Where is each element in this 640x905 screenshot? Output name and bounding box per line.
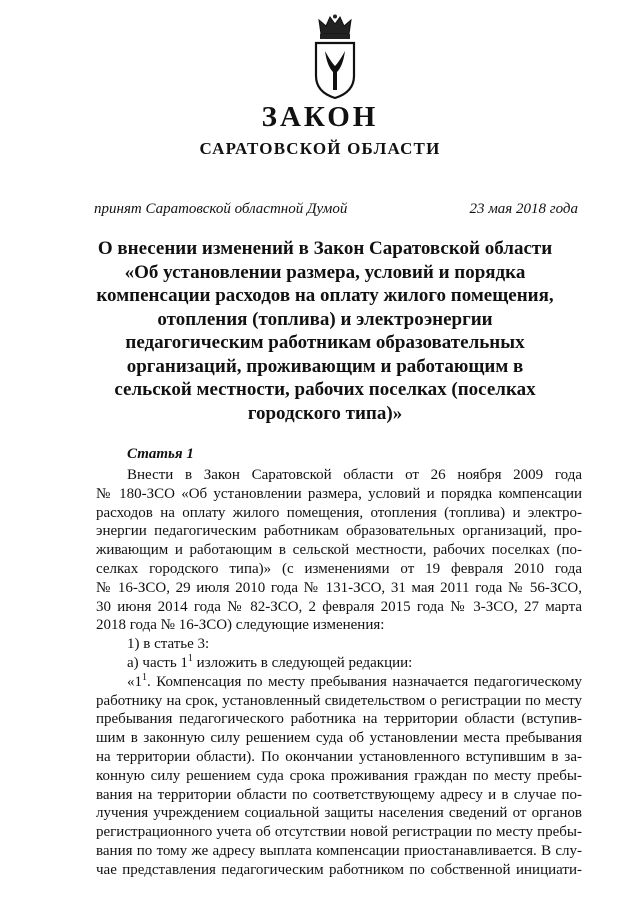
law-heading-line: компенсации расходов на оплату жилого помещения, bbox=[96, 285, 554, 306]
document-title: ЗАКОН bbox=[261, 101, 379, 133]
law-heading-line: сельской местности, рабочих поселках (поселках bbox=[114, 379, 536, 400]
law-heading-line: отопления (топлива) и электроэнергии bbox=[157, 308, 493, 330]
body-line: а) часть $1^1$ изложить в следующей редакции: bbox=[127, 652, 413, 671]
body-line: Внести в Закон Саратовской области от 26 ноября 2009 года bbox=[127, 467, 582, 483]
body-line: живающим и работающим в сельской местности, рабочих поселках (по- bbox=[96, 542, 582, 559]
body-line: селках городского типа)» (с изменениями от 19 февраля 2010 года bbox=[96, 560, 582, 577]
body-line: 30 июня 2014 года № 82-ЗСО, 2 февраля 2015 года № 3-ЗСО, 27 марта bbox=[96, 598, 582, 615]
body-line: 2018 года № 16-ЗСО) следующие изменения: bbox=[96, 617, 385, 634]
saratov-coat-of-arms-icon bbox=[312, 14, 358, 100]
adoption-date: 23 мая 2018 года bbox=[469, 201, 578, 217]
law-heading-line: О внесении изменений в Закон Саратовской области bbox=[97, 238, 553, 259]
body-line: «$1^1$. Компенсация по месту пребывания назначается педагогическому bbox=[127, 671, 582, 690]
body-line: вания на территории области по соответствующему адресу и в случае по- bbox=[96, 786, 582, 803]
body-line: чае представления педагогическим работником по собственной инициати- bbox=[96, 861, 582, 878]
adopted-by-text: принят Саратовской областной Думой bbox=[94, 201, 348, 217]
body-line: работнику на срок, установленный свидетельством о регистрации по месту bbox=[96, 692, 582, 709]
document-subtitle: САРАТОВСКОЙ ОБЛАСТИ bbox=[199, 139, 441, 158]
body-line: 1) в статье 3: bbox=[127, 636, 210, 653]
article-title: Статья 1 bbox=[127, 446, 194, 462]
body-line: № 180-ЗСО «Об установлении размера, условий и порядка компенсации bbox=[96, 485, 582, 502]
body-line: энергии педагогическим работникам образовательных организаций, про- bbox=[96, 523, 582, 540]
body-line: пребывания педагогического работника на территории области (вступив- bbox=[96, 711, 582, 728]
superscript: 1 bbox=[187, 652, 193, 664]
article-body bbox=[96, 466, 582, 880]
law-heading-line: организаций, проживающим и работающим в bbox=[126, 355, 524, 377]
law-heading-line: «Об установлении размера, условий и порядка bbox=[124, 261, 526, 283]
body-line: на территории области). По окончании установленного вступившим в за- bbox=[96, 748, 582, 765]
law-heading-line: городского типа)» bbox=[247, 402, 403, 424]
body-line: шим в законную силу решением суда об установлении места пребывания bbox=[96, 730, 582, 747]
body-line: лучения учреждением социальной защиты населения сведений от органов bbox=[96, 805, 582, 822]
body-line: конную силу решением суда срока проживания граждан по месту пребы- bbox=[96, 767, 582, 784]
law-heading-line: педагогическим работникам образовательных bbox=[125, 332, 525, 353]
superscript: 1 bbox=[142, 671, 147, 683]
body-line: № 16-ЗСО, 29 июля 2010 года № 131-ЗСО, 31 мая 2011 года № 56-ЗСО, bbox=[96, 579, 582, 596]
law-heading bbox=[96, 237, 554, 425]
body-line: расходов на оплату жилого помещения, отопления (топлива) и электро- bbox=[96, 504, 582, 521]
body-line: вания по тому же адресу выплата компенсации приостанавливается. В слу- bbox=[96, 842, 582, 859]
body-line: регистрационного учета об отсутствии новой регистрации по месту пребы- bbox=[96, 824, 582, 841]
